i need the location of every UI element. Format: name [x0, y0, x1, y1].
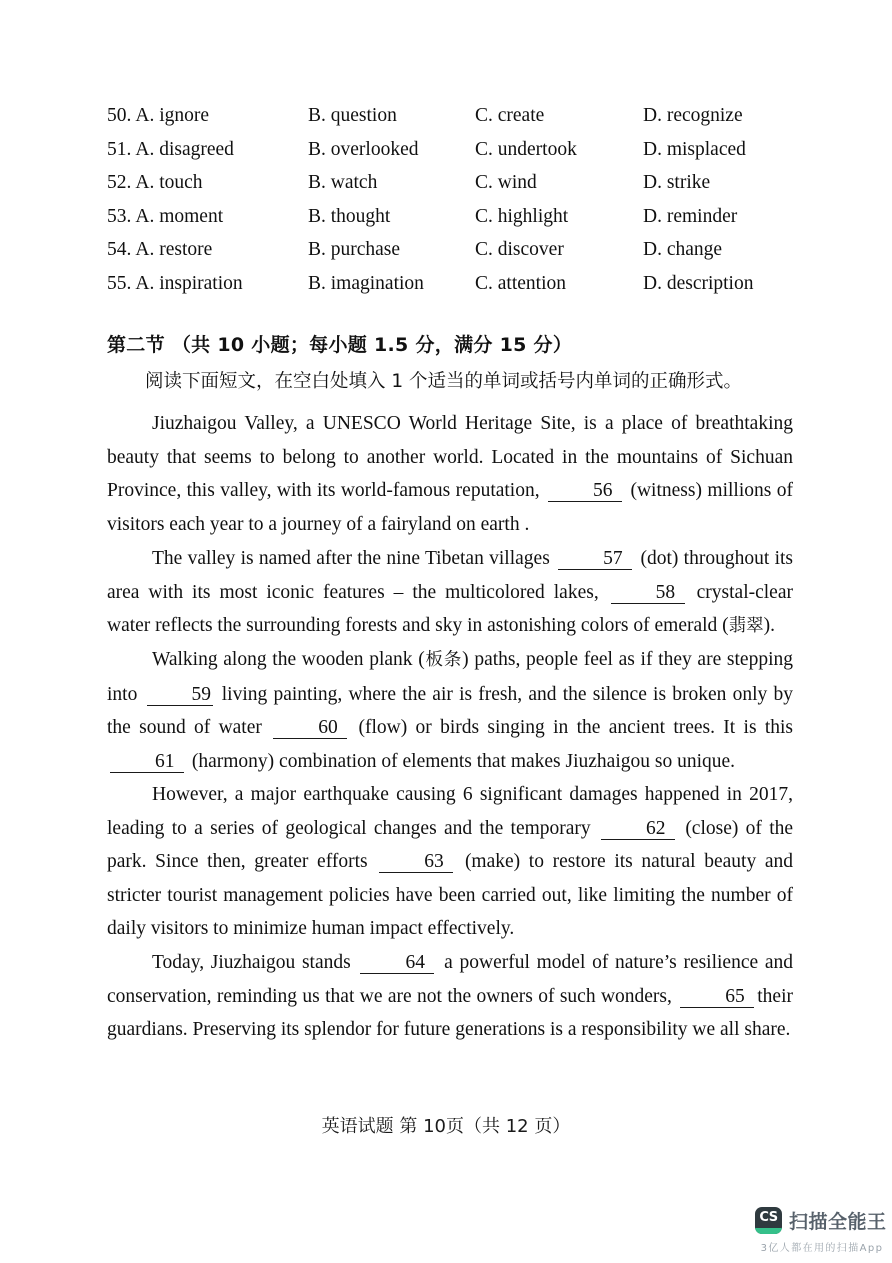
- mcq-option-a[interactable]: [107, 239, 308, 261]
- blank-61[interactable]: 61: [110, 752, 184, 773]
- passage-text: (witness) millions of visitors each year to a journey of a fairyland on earth .: [107, 480, 793, 535]
- passage-text: (flow) or birds singing in the ancient trees. It is this: [358, 717, 794, 738]
- mcq-option-a-label: A. moment: [135, 205, 224, 227]
- mcq-row-50: [107, 105, 807, 139]
- mcq-option-d[interactable]: D. recognize: [643, 105, 743, 126]
- mcq-option-c[interactable]: C. attention: [475, 272, 566, 294]
- camscanner-watermark: [755, 1205, 889, 1257]
- section-instruction: 阅读下面短文，在空白处填入 1 个适当的单词或括号内单词的正确形式。: [145, 371, 743, 392]
- mcq-row-53: [107, 206, 807, 240]
- mcq-option-d[interactable]: D. description: [643, 272, 754, 294]
- watermark-row: [755, 1205, 889, 1235]
- mcq-option-c[interactable]: C. undertook: [475, 138, 577, 160]
- mcq-option-b[interactable]: B. thought: [308, 205, 391, 227]
- blank-63[interactable]: 63: [379, 852, 453, 873]
- mcq-option-d[interactable]: D. change: [643, 239, 723, 260]
- mcq-option-b[interactable]: B. watch: [308, 172, 378, 193]
- passage-text: a powerful model of nature’s resilience and conservation, reminding us that we are not the owners of such wonders,: [107, 952, 794, 1007]
- mcq-option-a-label: A. ignore: [135, 105, 210, 126]
- gloss-emerald: 翡翠: [728, 616, 764, 636]
- mcq-option-a-label: A. restore: [135, 239, 213, 260]
- passage-text: ) paths, people feel as if they are stepping into: [107, 649, 793, 705]
- passage-paragraph-1: [107, 407, 793, 541]
- passage-paragraph-2: [107, 542, 793, 644]
- passage-text: ).: [763, 615, 776, 636]
- passage-text: their guardians. Preserving its splendor for future generations is a responsibility we all share.: [107, 985, 793, 1040]
- multiple-choice-block: [107, 105, 807, 306]
- blank-56[interactable]: 56: [548, 481, 622, 502]
- mcq-row-54: [107, 239, 807, 273]
- mcq-option-a[interactable]: [107, 172, 308, 194]
- mcq-number: 51.: [107, 138, 132, 160]
- camscanner-brand-name: 扫描全能王: [789, 1210, 887, 1233]
- mcq-option-a[interactable]: [107, 105, 308, 127]
- passage-text: (harmony) combination of elements that makes Jiuzhaigou so unique.: [191, 750, 736, 772]
- mcq-number: 54.: [107, 239, 132, 260]
- mcq-option-a[interactable]: [107, 139, 308, 161]
- mcq-number: 53.: [107, 205, 132, 227]
- mcq-number: 50.: [107, 105, 132, 126]
- blank-64[interactable]: 64: [360, 953, 434, 974]
- passage-text: (close) of the park. Since then, greater efforts: [107, 817, 794, 872]
- mcq-option-a-label: A. touch: [135, 172, 203, 193]
- mcq-option-b[interactable]: B. imagination: [308, 272, 424, 294]
- blank-57[interactable]: 57: [558, 549, 632, 570]
- mcq-number: 55.: [107, 272, 132, 294]
- mcq-row-55: [107, 273, 807, 307]
- blank-62[interactable]: 62: [601, 819, 675, 840]
- mcq-row-52: [107, 172, 807, 206]
- gloss-plank: 板条: [424, 650, 463, 670]
- passage-text: (dot) throughout its area with its most iconic features – the multicolored lakes,: [107, 548, 794, 603]
- mcq-option-c[interactable]: C. create: [475, 105, 545, 126]
- mcq-option-b[interactable]: B. overlooked: [308, 138, 419, 160]
- mcq-option-c[interactable]: C. highlight: [475, 205, 569, 227]
- passage-text: Today, Jiuzhaigou stands: [152, 952, 351, 973]
- passage-paragraph-4: [107, 778, 793, 946]
- passage-paragraph-5: [107, 946, 793, 1047]
- mcq-row-51: [107, 139, 807, 173]
- camscanner-logo-icon: [755, 1207, 782, 1234]
- passage-text: crystal-clear water reflects the surrounding forests and sky in astonishing colors of emerald (: [107, 581, 793, 636]
- camscanner-subtitle: 3亿人都在用的扫描App: [760, 1243, 884, 1254]
- page-footer: 英语试题 第 10页（共 12 页）: [321, 1116, 571, 1137]
- passage-text: (make) to restore its natural beauty and stricter tourist management policies have been carried out, like limiting the number of daily visitors to minimize human impact effectively.: [107, 851, 794, 939]
- mcq-option-a[interactable]: [107, 273, 308, 295]
- blank-65[interactable]: 65: [680, 987, 754, 1008]
- mcq-option-c[interactable]: C. discover: [475, 239, 564, 260]
- mcq-option-d[interactable]: D. strike: [643, 172, 711, 193]
- mcq-option-a-label: A. disagreed: [135, 138, 234, 160]
- mcq-option-b[interactable]: B. purchase: [308, 239, 401, 260]
- mcq-option-b[interactable]: B. question: [308, 105, 397, 126]
- section-heading: 第二节 （共 10 小题；每小题 1.5 分，满分 15 分）: [107, 334, 573, 356]
- mcq-option-a-label: A. inspiration: [135, 272, 243, 294]
- passage-text: living painting, where the air is fresh, and the silence is broken only by the sound of water: [107, 683, 793, 738]
- mcq-option-a[interactable]: [107, 206, 308, 228]
- blank-59[interactable]: 59: [147, 685, 213, 706]
- passage-paragraph-3: [107, 643, 793, 778]
- blank-60[interactable]: 60: [273, 718, 347, 739]
- camscanner-logo-label: CS: [759, 1209, 778, 1225]
- camscanner-logo-accent-bar: [755, 1228, 782, 1234]
- blank-58[interactable]: 58: [611, 583, 685, 604]
- mcq-option-d[interactable]: D. reminder: [643, 205, 738, 227]
- mcq-option-c[interactable]: C. wind: [475, 172, 537, 193]
- passage-text: Jiuzhaigou Valley, a UNESCO World Heritage Site, is a place of breathtaking beauty that seems to belong to another world. Located in the mountains of Sichuan Province, this valley, with its world-famous reputation,: [107, 413, 793, 501]
- passage-text: However, a major earthquake causing 6 significant damages happened in 2017, leading to a series of geological changes and the temporary: [107, 784, 793, 839]
- mcq-option-d[interactable]: D. misplaced: [643, 138, 746, 160]
- passage-text: The valley is named after the nine Tibetan villages: [152, 548, 550, 569]
- mcq-number: 52.: [107, 172, 132, 193]
- passage-text: Walking along the wooden plank (: [152, 649, 425, 670]
